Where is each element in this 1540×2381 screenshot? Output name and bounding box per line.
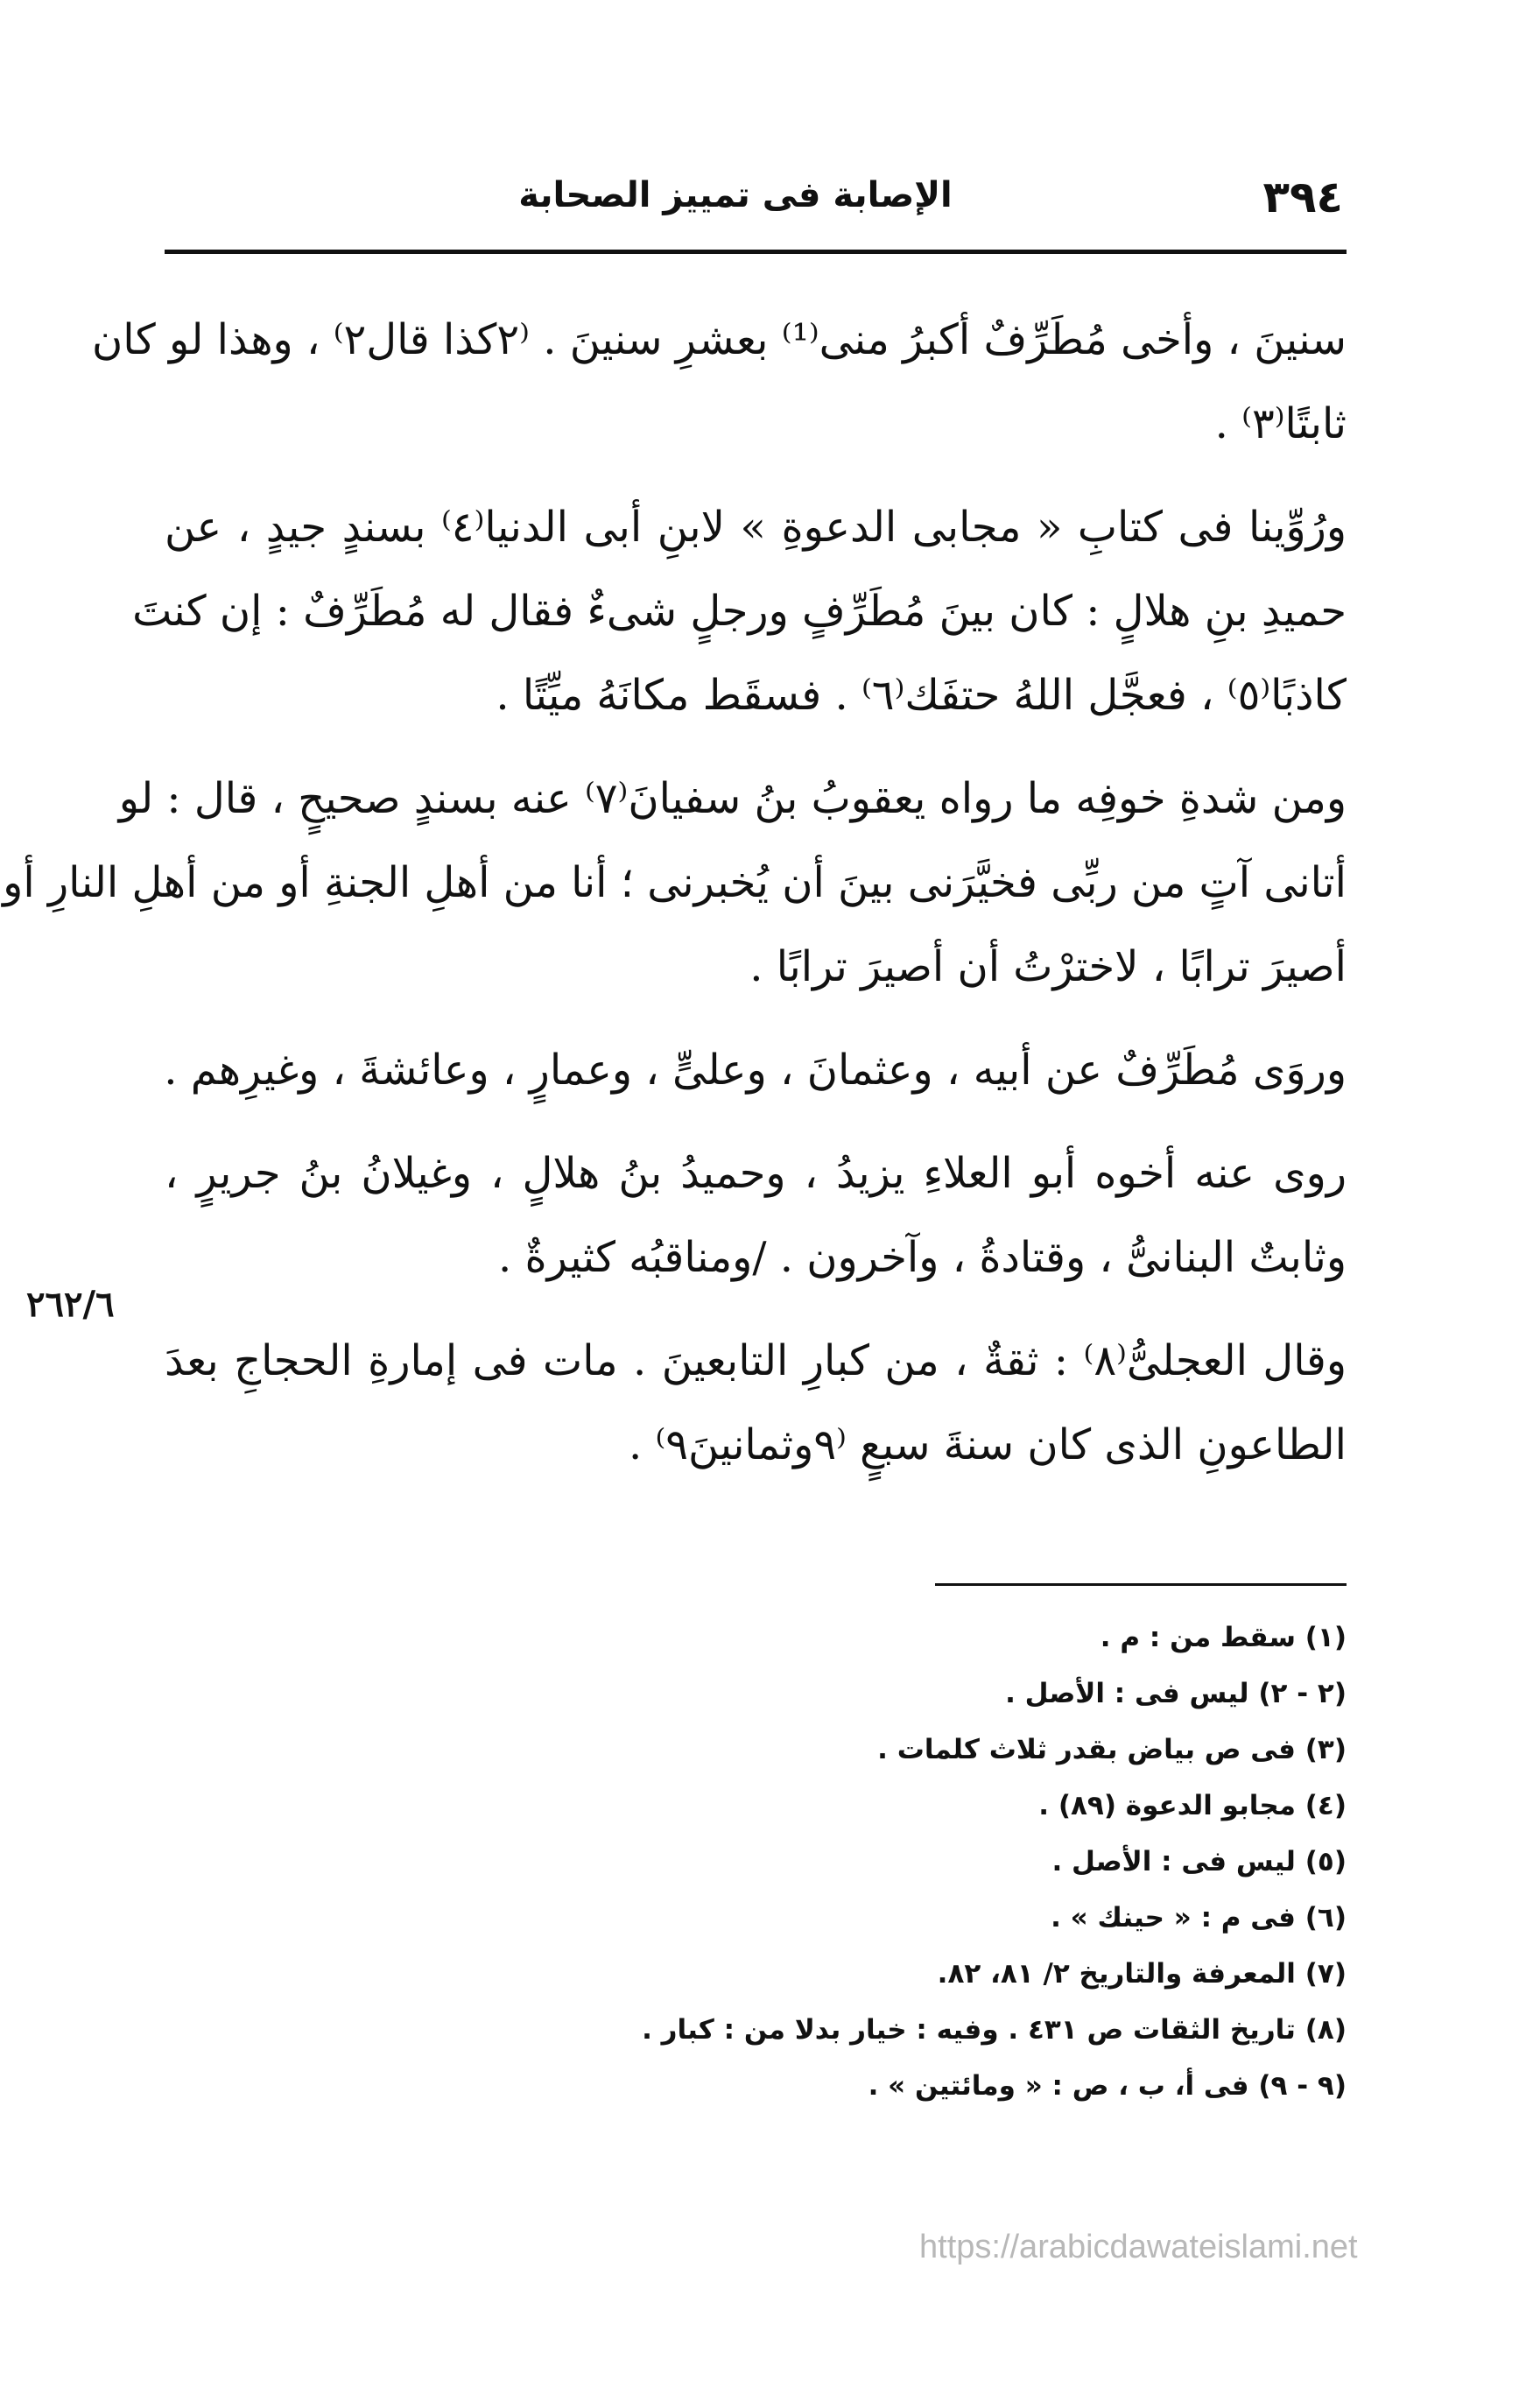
- footnote: (١) سقط من : م .: [1100, 1622, 1347, 1653]
- text-line: أتانى آتٍ من ربِّى فخيَّرَنى بينَ أن يُخبرنى ؛ أنا من أهلِ الجنةِ أو من أهلِ النارِ أو: [3, 858, 1347, 907]
- header-rule: [165, 250, 1347, 254]
- text-line: أصيرَ ترابًا ، لاخترْتُ أن أصيرَ ترابًا .: [749, 942, 1347, 991]
- text-line: ثابتًا⁽٣⁾ .: [1214, 399, 1347, 448]
- text-line: وروَى مُطَرِّفٌ عن أبيه ، وعثمانَ ، وعلىٍّ ، وعمارٍ ، وعائشةَ ، وغيرِهم .: [164, 1046, 1347, 1095]
- text-line: وقال العجلىُّ⁽٨⁾ : ثقةٌ ، من كبارِ التابعينَ . مات فى إمارةِ الحجاجِ بعدَ: [165, 1336, 1347, 1385]
- text-line: ومن شدةِ خوفِه ما رواه يعقوبُ بنُ سفيانَ⁽٧⁾ عنه بسندٍ صحيحٍ ، قال : لو: [118, 774, 1347, 823]
- watermark-url: https://arabicdawateislami.net: [919, 2229, 1358, 2265]
- footnote: (٨) تاريخ الثقات ص ٤٣١ . وفيه : خيار بدلا من : كبار .: [642, 2014, 1347, 2046]
- text-line: حميدِ بنِ هلالٍ : كان بينَ مُطَرِّفٍ ورجلٍ شىءٌ فقال له مُطَرِّفٌ : إن كنتَ: [132, 587, 1347, 636]
- text-line: كاذبًا⁽٥⁾ ، فعجَّل اللهُ حتفَك⁽٦⁾ . فسقَط مكانَهُ ميِّتًا .: [496, 671, 1347, 720]
- footnotes: [165, 1610, 1347, 2114]
- footnote: (٥) ليس فى : الأصل .: [1051, 1846, 1347, 1877]
- footnote: (٢ - ٢) ليس فى : الأصل .: [1005, 1678, 1347, 1709]
- text-line: سنينَ ، وأخى مُطَرِّفٌ أكبرُ منى⁽¹⁾ بعشرِ سنينَ . ⁽٢كذا قال٢⁾ ، وهذا لو كان: [92, 315, 1347, 364]
- running-title: الإصابة فى تمييز الصحابة: [518, 175, 953, 215]
- footnote: (٣) فى ص بياض بقدر ثلاث كلمات .: [877, 1734, 1347, 1765]
- footnote: (٤) مجابو الدعوة (٨٩) .: [1038, 1790, 1347, 1821]
- footnote: (٧) المعرفة والتاريخ ٢/ ٨١، ٨٢.: [937, 1958, 1347, 1990]
- text-line: ورُوِّينا فى كتابِ « مجابى الدعوةِ » لابنِ أبى الدنيا⁽٤⁾ بسندٍ جيدٍ ، عن: [165, 503, 1347, 552]
- margin-reference: ٢٦٢/٦: [26, 1284, 115, 1325]
- page-number: ٣٩٤: [1262, 172, 1343, 222]
- footnote: (٦) فى م : « حينك » .: [1051, 1902, 1347, 1934]
- footnote: (٩ - ٩) فى أ، ب ، ص : « ومائتين » .: [868, 2070, 1347, 2102]
- footnote-rule: [935, 1583, 1347, 1586]
- text-line: الطاعونِ الذى كان سنةَ سبعٍ ⁽٩وثمانينَ٩⁾ .: [628, 1420, 1347, 1469]
- text-line: روى عنه أخوه أبو العلاءِ يزيدُ ، وحميدُ بنُ هلالٍ ، وغيلانُ بنُ جريرٍ ،: [165, 1149, 1347, 1198]
- text-line: وثابتٌ البنانىُّ ، وقتادةُ ، وآخرون . /ومناقبُه كثيرةٌ .: [497, 1233, 1347, 1282]
